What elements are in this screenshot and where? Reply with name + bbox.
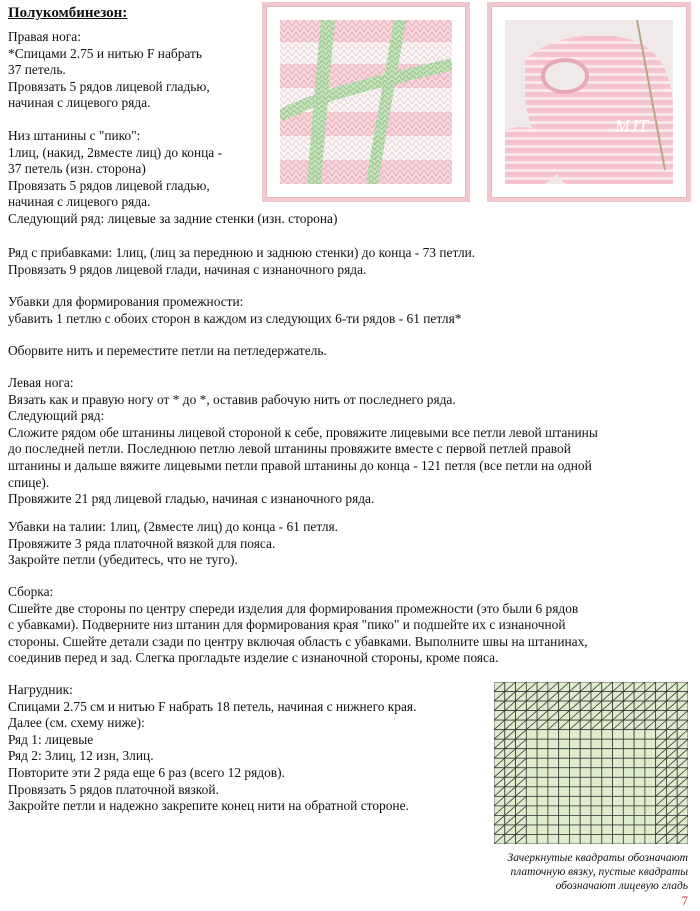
text-line: 37 петель (изн. сторона) bbox=[8, 161, 146, 177]
chart-cell bbox=[537, 749, 548, 759]
text-line: Следующий ряд: bbox=[8, 408, 105, 424]
chart-cell bbox=[613, 825, 624, 835]
chart-cell bbox=[526, 749, 537, 759]
text-line: Левая нога: bbox=[8, 375, 74, 390]
text-line: Провяжите 3 ряда платочной вязкой для пояса. bbox=[8, 535, 276, 551]
chart-cell bbox=[559, 730, 570, 740]
chart-cell bbox=[548, 796, 559, 806]
text-line: Оборвите нить и переместите петли на петледержатель. bbox=[8, 343, 327, 358]
chart-cell bbox=[591, 739, 602, 749]
chart-cell bbox=[602, 796, 613, 806]
text-line: Провязать 5 рядов лицевой гладью, bbox=[8, 78, 210, 94]
chart-cell bbox=[569, 739, 580, 749]
chart-cell bbox=[602, 825, 613, 835]
chart-cell bbox=[548, 777, 559, 787]
chart-cell bbox=[548, 787, 559, 797]
assembly-section bbox=[8, 584, 588, 667]
chart-cell bbox=[569, 730, 580, 740]
chart-cell bbox=[623, 834, 634, 844]
sweater-photo bbox=[505, 20, 673, 184]
chart-cell bbox=[634, 796, 645, 806]
chart-cell bbox=[623, 787, 634, 797]
chart-cell bbox=[569, 796, 580, 806]
chart-cell bbox=[591, 806, 602, 816]
chart-cell bbox=[537, 787, 548, 797]
chart-cell bbox=[559, 749, 570, 759]
text-line: убавить 1 петлю с обоих сторон в каждом из следующих 6-ти рядов - 61 петля* bbox=[8, 310, 462, 326]
text-line: Закройте петли и надежно закрепите конец нити на обратной стороне. bbox=[8, 798, 409, 814]
chart-cell bbox=[623, 758, 634, 768]
waist-section bbox=[8, 519, 338, 569]
text-line: Повторите эти 2 ряда еще 6 раз (всего 12 рядов). bbox=[8, 764, 285, 780]
chart-cell bbox=[526, 777, 537, 787]
text-line: Ряд с прибавками: 1лиц, (лиц за переднюю и заднюю стенки) до конца - 73 петли. bbox=[8, 245, 476, 260]
chart-cell bbox=[548, 739, 559, 749]
chart-cell bbox=[645, 815, 656, 825]
chart-cell bbox=[580, 758, 591, 768]
chart-cell bbox=[548, 815, 559, 825]
text-line: Провязать 5 рядов платочной вязкой. bbox=[8, 781, 219, 797]
chart-cell bbox=[623, 777, 634, 787]
chart-cell bbox=[634, 749, 645, 759]
chart-cell bbox=[591, 787, 602, 797]
right-leg-section bbox=[8, 29, 210, 112]
text-line: Сшейте две стороны по центру спереди изделия для формирования промежности (это были 6 рядов bbox=[8, 600, 579, 616]
chart-cell bbox=[526, 834, 537, 844]
chart-cell bbox=[526, 825, 537, 835]
text-line: Ряд 2: 3лиц, 12 изн, 3лиц. bbox=[8, 748, 154, 764]
chart-cell bbox=[537, 796, 548, 806]
chart-cell bbox=[591, 749, 602, 759]
chart-cell bbox=[548, 834, 559, 844]
chart-cell bbox=[559, 768, 570, 778]
text-line: спице). bbox=[8, 474, 50, 490]
text-line: Следующий ряд: лицевые за задние стенки (изн. сторона) bbox=[8, 210, 338, 226]
chart-cell bbox=[634, 825, 645, 835]
chart-cell bbox=[613, 834, 624, 844]
chart-cell bbox=[634, 739, 645, 749]
chart-cell bbox=[580, 777, 591, 787]
text-line: Спицами 2.75 см и нитью F набрать 18 петель, начиная с нижнего края. bbox=[8, 698, 417, 714]
chart-caption bbox=[455, 851, 688, 893]
text-line: Далее (см. схему ниже): bbox=[8, 715, 145, 731]
chart-cell bbox=[602, 749, 613, 759]
chart-cell bbox=[634, 777, 645, 787]
text-line: соединив перед и зад. Слегка прогладьте изделие с изнаночной стороны, кроме пояса. bbox=[8, 650, 499, 666]
chart-cell bbox=[569, 768, 580, 778]
chart-cell bbox=[602, 834, 613, 844]
chart-cell bbox=[645, 825, 656, 835]
crotch-decrease-section bbox=[8, 294, 461, 327]
chart-cell bbox=[569, 777, 580, 787]
chart-cell bbox=[537, 758, 548, 768]
chart-cell bbox=[537, 815, 548, 825]
caption-line: платочную вязку, пустые квадраты bbox=[510, 866, 688, 878]
text-line: Убавки на талии: 1лиц, (2вместе лиц) до конца - 61 петля. bbox=[8, 519, 339, 534]
chart-cell bbox=[580, 815, 591, 825]
text-line: Провязать 5 рядов лицевой гладью, bbox=[8, 177, 210, 193]
chart-cell bbox=[613, 739, 624, 749]
bib-section bbox=[8, 682, 416, 815]
chart-cell bbox=[569, 825, 580, 835]
chart-cell bbox=[645, 768, 656, 778]
chart-cell bbox=[645, 787, 656, 797]
text-line: 1лиц, (накид, 2вместе лиц) до конца - bbox=[8, 144, 223, 160]
break-yarn-section bbox=[8, 343, 327, 360]
chart-cell bbox=[602, 815, 613, 825]
chart-cell bbox=[634, 787, 645, 797]
chart-cell bbox=[559, 825, 570, 835]
chart-cell bbox=[559, 787, 570, 797]
chart-cell bbox=[591, 730, 602, 740]
chart-cell bbox=[602, 768, 613, 778]
text-line: 37 петель. bbox=[8, 62, 66, 78]
chart-cell bbox=[526, 806, 537, 816]
chart-cell bbox=[548, 806, 559, 816]
photo-frame-sweater bbox=[487, 2, 691, 202]
chart-cell bbox=[591, 834, 602, 844]
chart-cell bbox=[623, 739, 634, 749]
chart-cell bbox=[537, 825, 548, 835]
chart-cell bbox=[580, 787, 591, 797]
text-line: Ряд 1: лицевые bbox=[8, 731, 94, 747]
chart-cell bbox=[645, 777, 656, 787]
text-line: начиная с лицевого ряда. bbox=[8, 194, 151, 210]
chart-cell bbox=[537, 768, 548, 778]
chart-cell bbox=[602, 730, 613, 740]
text-line: *Спицами 2.75 и нитью F набрать bbox=[8, 45, 202, 61]
chart-cell bbox=[602, 777, 613, 787]
chart-cell bbox=[537, 739, 548, 749]
chart-cell bbox=[526, 796, 537, 806]
chart-cell bbox=[559, 815, 570, 825]
chart-cell bbox=[580, 768, 591, 778]
chart-cell bbox=[526, 739, 537, 749]
chart-cell bbox=[580, 739, 591, 749]
page-number: 7 bbox=[681, 893, 688, 908]
text-line: Сборка: bbox=[8, 584, 54, 599]
text-line: Убавки для формирования промежности: bbox=[8, 294, 244, 309]
left-leg-section bbox=[8, 375, 598, 508]
chart-cell bbox=[623, 730, 634, 740]
chart-cell bbox=[580, 825, 591, 835]
chart-cell bbox=[613, 796, 624, 806]
chart-cell bbox=[580, 730, 591, 740]
chart-cell bbox=[537, 777, 548, 787]
knit-texture-photo bbox=[280, 20, 452, 184]
text-line: Низ штанины с "пико": bbox=[8, 128, 141, 143]
chart-cell bbox=[645, 834, 656, 844]
chart-cell bbox=[623, 825, 634, 835]
chart-cell bbox=[623, 768, 634, 778]
chart-cell bbox=[569, 749, 580, 759]
chart-cell bbox=[613, 758, 624, 768]
chart-cell bbox=[526, 815, 537, 825]
chart-cell bbox=[537, 806, 548, 816]
text-line: штанины и дальше вяжите лицевыми петли правой штанины до конца - 121 петля (все петли на одной bbox=[8, 457, 592, 473]
chart-cell bbox=[537, 834, 548, 844]
chart-cell bbox=[623, 815, 634, 825]
chart-cell bbox=[613, 787, 624, 797]
chart-cell bbox=[526, 730, 537, 740]
chart-cell bbox=[569, 787, 580, 797]
chart-cell bbox=[645, 739, 656, 749]
chart-cell bbox=[548, 749, 559, 759]
chart-cell bbox=[591, 768, 602, 778]
text-line: с убавками). Подверните низ штанин для формирования края "пико" и подшейте их с изнаночной bbox=[8, 617, 566, 633]
caption-line: обозначают лицевую гладь bbox=[555, 880, 688, 892]
chart-cell bbox=[548, 768, 559, 778]
knitting-chart bbox=[494, 682, 688, 844]
text-line: Вязать как и правую ногу от * до *, оставив рабочую нить от последнего ряда. bbox=[8, 391, 456, 407]
chart-cell bbox=[645, 796, 656, 806]
caption-line: Зачеркнутые квадраты обозначают bbox=[507, 852, 688, 864]
chart-cell bbox=[613, 749, 624, 759]
chart-cell bbox=[526, 758, 537, 768]
chart-cell bbox=[602, 806, 613, 816]
chart-cell bbox=[548, 758, 559, 768]
chart-cell bbox=[634, 730, 645, 740]
text-line: стороны. Сшейте детали сзади по центру включая область с убавками. Выполните швы на штанинах, bbox=[8, 633, 588, 649]
chart-cell bbox=[634, 806, 645, 816]
chart-cell bbox=[548, 730, 559, 740]
page-title: Полукомбинезон: bbox=[8, 5, 128, 21]
chart-cell bbox=[580, 806, 591, 816]
text-line: начиная с лицевого ряда. bbox=[8, 95, 151, 111]
chart-cell bbox=[569, 758, 580, 768]
chart-cell bbox=[526, 787, 537, 797]
text-line: до последней петли. Последнюю петлю левой штанины провяжите вместе с первой петлей правой bbox=[8, 441, 571, 457]
chart-cell bbox=[613, 768, 624, 778]
text-line: Нагрудник: bbox=[8, 682, 73, 697]
chart-cell bbox=[613, 730, 624, 740]
chart-cell bbox=[634, 834, 645, 844]
chart-cell bbox=[548, 825, 559, 835]
increase-section bbox=[8, 245, 475, 278]
chart-cell bbox=[613, 815, 624, 825]
chart-cell bbox=[613, 777, 624, 787]
chart-cell bbox=[580, 834, 591, 844]
photo-frame-texture bbox=[262, 2, 470, 202]
chart-cell bbox=[559, 777, 570, 787]
chart-cell bbox=[602, 739, 613, 749]
chart-cell bbox=[613, 806, 624, 816]
knitting-chart-grid bbox=[494, 682, 688, 844]
chart-cell bbox=[569, 815, 580, 825]
chart-cell bbox=[569, 806, 580, 816]
chart-cell bbox=[591, 796, 602, 806]
chart-cell bbox=[591, 815, 602, 825]
chart-cell bbox=[634, 815, 645, 825]
text-line: Провязать 9 рядов лицевой глади, начиная с изнаночного ряда. bbox=[8, 261, 367, 277]
chart-cell bbox=[645, 749, 656, 759]
text-line: Провяжите 21 ряд лицевой гладью, начиная с изнаночного ряда. bbox=[8, 491, 375, 507]
chart-cell bbox=[591, 758, 602, 768]
text-line: Сложите рядом обе штанины лицевой стороной к себе, провяжите лицевыми все петли левой штанины bbox=[8, 424, 598, 440]
sweater-image bbox=[505, 20, 673, 184]
chart-cell bbox=[526, 768, 537, 778]
chart-cell bbox=[623, 796, 634, 806]
chart-cell bbox=[569, 834, 580, 844]
chart-cell bbox=[580, 796, 591, 806]
chart-cell bbox=[623, 806, 634, 816]
chart-cell bbox=[634, 758, 645, 768]
chart-cell bbox=[580, 749, 591, 759]
text-line: Закройте петли (убедитесь, что не туго). bbox=[8, 552, 238, 568]
chart-cell bbox=[537, 730, 548, 740]
chart-cell bbox=[645, 758, 656, 768]
chart-cell bbox=[623, 749, 634, 759]
chart-cell bbox=[602, 787, 613, 797]
knit-texture-image bbox=[280, 20, 452, 184]
chart-cell bbox=[559, 834, 570, 844]
chart-cell bbox=[559, 796, 570, 806]
chart-cell bbox=[559, 806, 570, 816]
chart-cell bbox=[645, 806, 656, 816]
chart-cell bbox=[559, 758, 570, 768]
chart-cell bbox=[591, 777, 602, 787]
chart-cell bbox=[645, 730, 656, 740]
text-line: Правая нога: bbox=[8, 29, 81, 44]
chart-cell bbox=[591, 825, 602, 835]
chart-cell bbox=[602, 758, 613, 768]
chart-cell bbox=[559, 739, 570, 749]
photo-watermark: MJT bbox=[615, 116, 648, 136]
chart-cell bbox=[634, 768, 645, 778]
